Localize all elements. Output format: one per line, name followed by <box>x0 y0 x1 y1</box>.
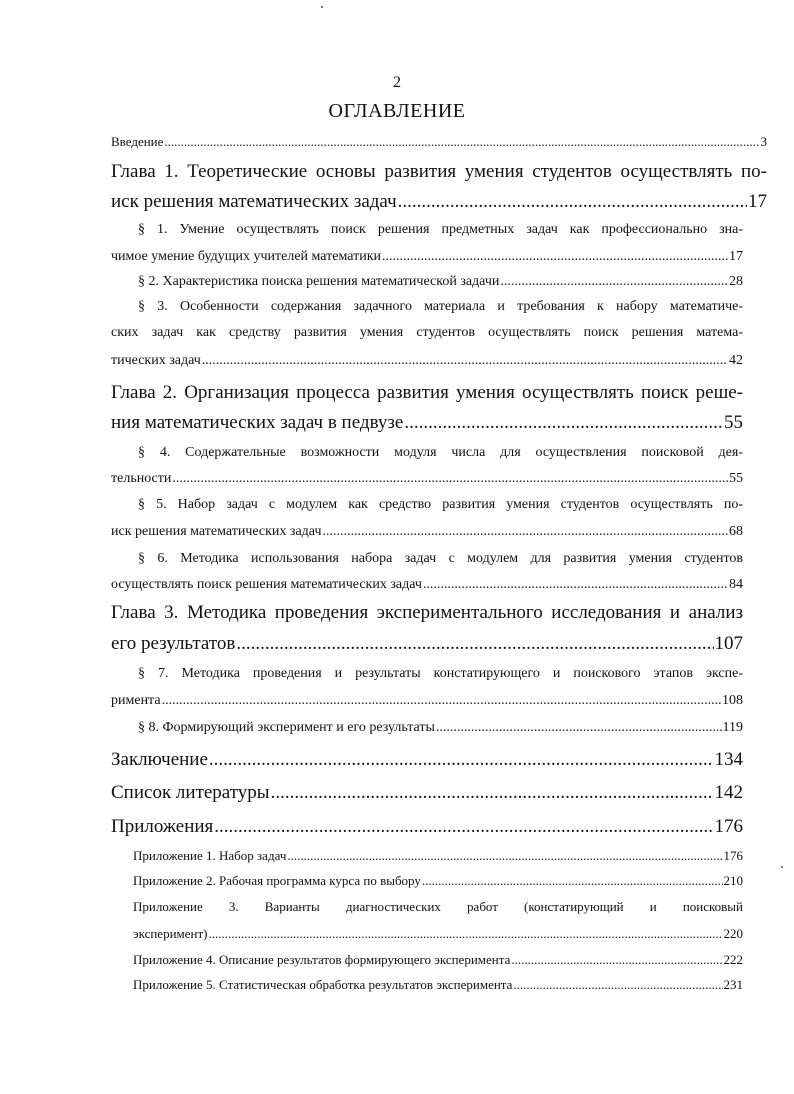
toc-section-2[interactable] <box>138 275 743 289</box>
toc-chapter-1[interactable] <box>111 192 767 211</box>
toc-page-number: 176 <box>723 848 743 863</box>
leader-dots <box>209 927 723 940</box>
toc-page-number: 220 <box>723 926 743 941</box>
toc-entry-intro[interactable] <box>111 135 767 148</box>
toc-section-7-line-1[interactable]: § 7. Методика проведения и результаты констатирующего и поискового этапов экспе- <box>138 666 743 681</box>
toc-entry-label: римента <box>111 693 161 708</box>
toc-entry-label: Приложение 1. Набор задач <box>133 848 287 863</box>
toc-page-number: 176 <box>714 816 743 837</box>
leader-dots <box>436 721 722 735</box>
leader-dots <box>423 578 728 592</box>
toc-entry-label: § 8. Формирующий эксперимент и его результаты <box>138 720 435 735</box>
leader-dots <box>404 413 723 432</box>
toc-section-3-line-2[interactable]: ских задач как средству развития умения студентов осуществлять поиск решения матема- <box>111 325 743 340</box>
toc-entry-label: осуществлять поиск решения математических задач <box>111 577 422 592</box>
toc-section-3-line-1[interactable]: § 3. Особенности содержания задачного материала и требования к набору математиче- <box>138 299 743 314</box>
toc-page-number: 210 <box>723 873 743 888</box>
toc-page-number: 142 <box>714 782 743 803</box>
toc-section-4[interactable] <box>111 472 743 486</box>
toc-entry-label: иск решения математических задач <box>111 524 322 539</box>
toc-page-number: 17 <box>729 249 743 264</box>
leader-dots <box>162 694 721 708</box>
leader-dots <box>172 472 728 486</box>
toc-title: ОГЛАВЛЕНИЕ <box>328 100 466 122</box>
toc-entry-label: Приложение 2. Рабочая программа курса по выбору <box>133 873 421 888</box>
toc-chapter-2[interactable] <box>111 413 743 432</box>
page-number: 2 <box>393 74 401 91</box>
toc-page-number: 68 <box>729 524 743 539</box>
toc-entry-label: тельности <box>111 471 172 486</box>
toc-page-number: 108 <box>722 693 743 708</box>
toc-appendix-4[interactable] <box>133 953 743 966</box>
leader-dots <box>422 874 723 887</box>
toc-entry-label: эксперимент) <box>133 926 208 941</box>
leader-dots <box>398 192 747 211</box>
toc-section-4-line-1[interactable]: § 4. Содержательные возможности модуля числа для осуществления поисковой дея- <box>138 445 743 460</box>
toc-entry-label: Список литературы <box>111 782 270 803</box>
toc-section-6[interactable] <box>111 578 743 592</box>
leader-dots <box>511 953 722 966</box>
toc-page-number: 134 <box>714 749 743 770</box>
toc-chapter-1-line-1[interactable]: Глава 1. Теоретические основы развития умения студентов осуществлять по- <box>111 161 767 182</box>
scan-speck <box>321 6 323 8</box>
toc-entry-label: Введение <box>111 134 164 149</box>
toc-page-number: 55 <box>724 412 743 433</box>
toc-entry-label: § 2. Характеристика поиска решения математической задачи <box>138 274 500 289</box>
leader-dots <box>209 750 714 769</box>
toc-appendix-2[interactable] <box>133 874 743 887</box>
leader-dots <box>236 634 713 653</box>
toc-page-number: 42 <box>729 353 743 368</box>
toc-section-1-line-1[interactable]: § 1. Умение осуществлять поиск решения предметных задач как профессионально зна- <box>138 222 743 237</box>
toc-page-number: 119 <box>722 720 743 735</box>
leader-dots <box>382 250 728 264</box>
leader-dots <box>287 849 722 862</box>
toc-section-3[interactable] <box>111 354 743 368</box>
toc-page-number: 231 <box>723 977 743 992</box>
leader-dots <box>513 978 722 991</box>
toc-entry-label: Приложения <box>111 816 214 837</box>
toc-page-number: 222 <box>723 952 743 967</box>
toc-page-number: 84 <box>729 577 743 592</box>
toc-entry-label: тических задач <box>111 353 201 368</box>
toc-entry-literature[interactable] <box>111 783 743 802</box>
leader-dots <box>164 135 759 148</box>
toc-section-1[interactable] <box>111 250 743 264</box>
toc-entry-conclusion[interactable] <box>111 750 743 769</box>
toc-appendix-3[interactable] <box>133 927 743 940</box>
toc-section-7[interactable] <box>111 694 743 708</box>
toc-chapter-2-line-1[interactable]: Глава 2. Организация процесса развития умения осуществлять поиск реше- <box>111 382 743 403</box>
toc-chapter-3-line-1[interactable]: Глава 3. Методика проведения экспериментального исследования и анализ <box>111 602 743 623</box>
leader-dots <box>500 275 728 289</box>
toc-appendix-1[interactable] <box>133 849 743 862</box>
toc-entry-label: Приложение 4. Описание результатов формирующего эксперимента <box>133 952 511 967</box>
toc-section-5[interactable] <box>111 525 743 539</box>
toc-page-number: 107 <box>714 633 743 654</box>
toc-entry-label: ния математических задач в педвузе <box>111 412 404 433</box>
toc-entry-appendices[interactable] <box>111 817 743 836</box>
toc-entry-label: иск решения математических задач <box>111 191 397 212</box>
toc-page-number: 55 <box>729 471 743 486</box>
toc-chapter-3[interactable] <box>111 634 743 653</box>
toc-section-8[interactable] <box>138 721 743 735</box>
toc-entry-label: Заключение <box>111 749 208 770</box>
toc-section-5-line-1[interactable]: § 5. Набор задач с модулем как средство развития умения студентов осуществлять по- <box>138 497 743 512</box>
toc-section-6-line-1[interactable]: § 6. Методика использования набора задач с модулем для развития умения студентов <box>138 551 743 566</box>
toc-page-number: 28 <box>729 274 743 289</box>
leader-dots <box>214 817 713 836</box>
toc-entry-label: чимое умение будущих учителей математики <box>111 249 381 264</box>
toc-appendix-5[interactable] <box>133 978 743 991</box>
toc-page-number: 3 <box>760 134 767 149</box>
toc-entry-label: его результатов <box>111 633 236 654</box>
toc-appendix-3-line-1[interactable]: Приложение 3. Варианты диагностических работ (констатирующий и поисковый <box>133 899 743 914</box>
scan-speck <box>781 866 783 868</box>
toc-page-number: 17 <box>748 191 767 212</box>
leader-dots <box>271 783 714 802</box>
leader-dots <box>202 354 728 368</box>
leader-dots <box>323 525 729 539</box>
toc-entry-label: Приложение 5. Статистическая обработка результатов эксперимента <box>133 977 513 992</box>
